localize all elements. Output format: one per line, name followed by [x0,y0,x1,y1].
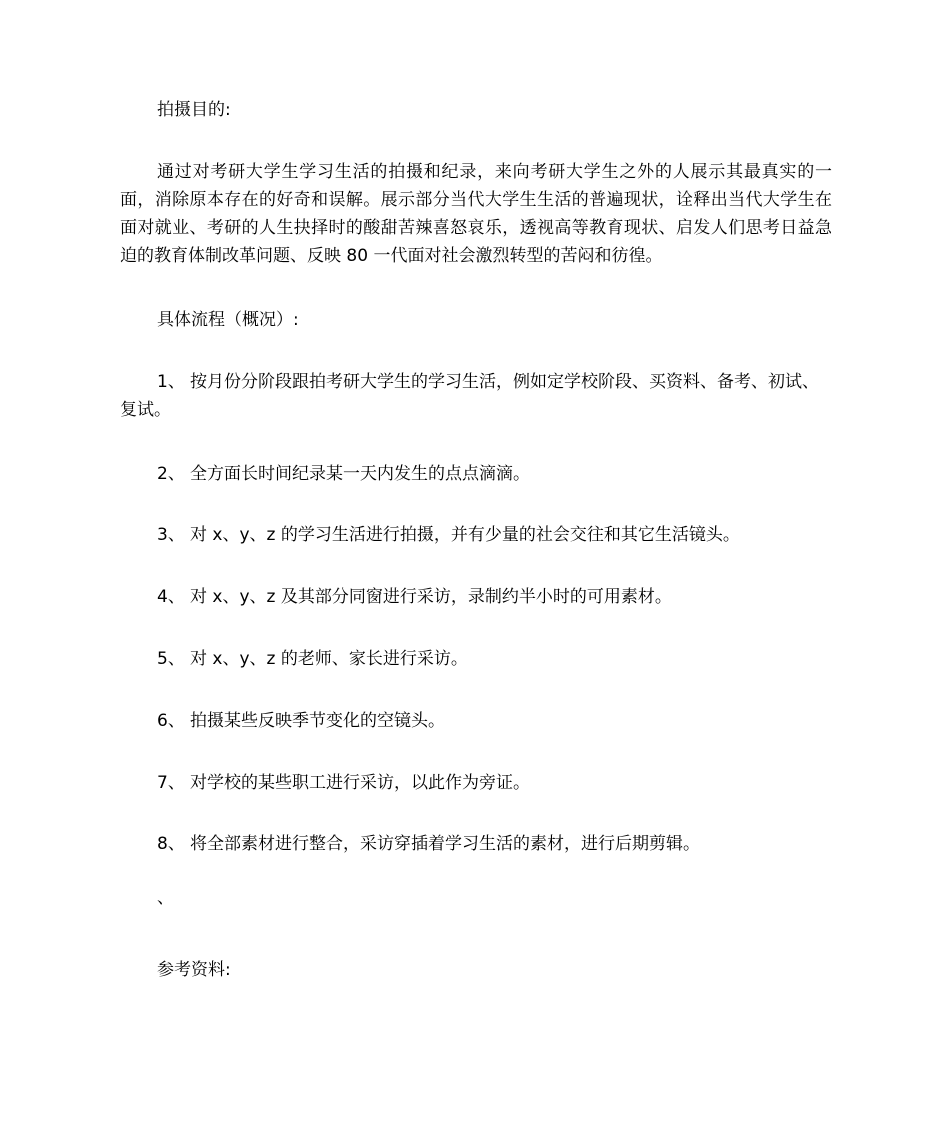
process-item-number: 6、 [157,711,185,731]
purpose-paragraph: 通过对考研大学生学习生活的拍摄和纪录，来向考研大学生之外的人展示其最真实的一面，消除原本存在的好奇和误解。展示部分当代大学生生活的普遍现状，诠释出当代大学生在面对就业、考研的人生抉择时的酸甜苦辣喜怒哀乐，透视高等教育现状、启发人们思考日益急迫的教育体制改革问题、反映 80 一代面对社会激烈转型的苦闷和彷徨。 [120,162,832,266]
process-item-3 [120,521,832,549]
process-item-text: 将全部素材进行整合，采访穿插着学习生活的素材，进行后期剪辑。 [190,834,700,854]
references-heading: 参考资料: [157,960,231,980]
process-item-text: 全方面长时间纪录某一天内发生的点点滴滴。 [190,464,530,484]
process-item-6 [120,707,832,735]
process-item-text: 对 x、y、z 的老师、家长进行采访。 [190,649,468,669]
process-item-text: 对 x、y、z 的学习生活进行拍摄，并有少量的社会交往和其它生活镜头。 [190,525,740,545]
process-item-number: 2、 [157,464,185,484]
purpose-heading: 拍摄目的: [157,100,231,120]
process-item-number: 4、 [157,587,185,607]
process-item-4 [120,583,832,611]
trailing-punctuation: 、 [157,888,174,908]
process-item-1 [120,368,832,424]
process-item-number: 7、 [157,773,185,793]
process-heading: 具体流程（概况）: [157,310,299,330]
process-item-text: 按月份分阶段跟拍考研大学生的学习生活，例如定学校阶段、买资料、备考、初试、复试。 [120,372,819,420]
process-item-text: 对 x、y、z 及其部分同窗进行采访，录制约半小时的可用素材。 [190,587,672,607]
process-item-text: 对学校的某些职工进行采访，以此作为旁证。 [190,773,530,793]
process-item-5 [120,645,832,673]
process-item-number: 5、 [157,649,185,669]
process-item-8 [120,830,832,858]
process-item-7 [120,769,832,797]
process-item-2 [120,460,832,488]
process-item-number: 8、 [157,834,185,854]
process-item-number: 1、 [157,372,185,392]
process-item-text: 拍摄某些反映季节变化的空镜头。 [190,711,445,731]
process-item-number: 3、 [157,525,185,545]
